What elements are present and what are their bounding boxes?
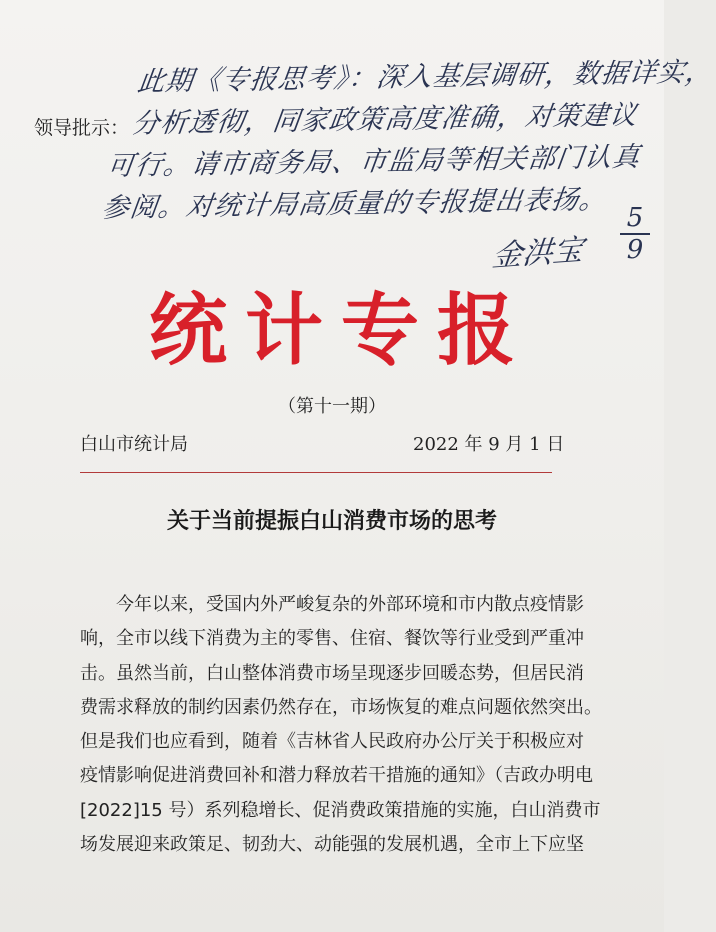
article-title: 关于当前提振白山消费市场的思考 — [166, 509, 497, 534]
body-line: 费需求释放的制约因素仍然存在，市场恢复的难点问题依然突出。 — [80, 696, 602, 718]
signature-date — [620, 205, 650, 263]
handwritten-instruction — [99, 53, 716, 230]
issue-date: 2022 年 9 月 1 日 — [413, 434, 565, 455]
body-line: 今年以来，受国内外严峻复杂的外部环境和市内散点疫情影 — [116, 594, 584, 615]
handwritten-line-4: 参阅。对统计局高质量的专报提出表扬。 — [100, 184, 610, 224]
issuing-organization: 白山市统计局 — [80, 434, 188, 455]
handwritten-line-3: 可行。请市商务局、市监局等相关部门认真 — [105, 141, 643, 182]
body-line: 疫情影响促进消费回补和潜力释放若干措施的通知》（吉政办明电 — [80, 765, 593, 787]
handwritten-line-2: 分析透彻，同家政策高度准确，对策建议 — [130, 99, 640, 140]
instruction-label: 领导批示： — [34, 117, 130, 139]
header-divider — [80, 472, 552, 473]
body-line: [2022]15 号）系列稳增长、促消费政策措施的实施，白山消费市 — [80, 799, 601, 821]
article-body — [80, 588, 602, 862]
body-line: 但是我们也应看到，随着《吉林省人民政府办公厅关于积极应对 — [80, 731, 584, 753]
signature-date-month: 5 — [626, 203, 644, 233]
masthead-title: 统计专报 — [148, 285, 533, 376]
body-line: 场发展迎来政策足、韧劲大、动能强的发展机遇，全市上下应坚 — [80, 834, 584, 856]
signature: 金洪宝 — [490, 232, 585, 275]
issue-number: （第十一期） — [278, 396, 386, 417]
body-line: 响，全市以线下消费为主的零售、住宿、餐饮等行业受到严重冲 — [80, 628, 584, 650]
handwritten-line-1: 此期《专报思考》：深入基层调研，数据详实， — [135, 56, 716, 98]
body-line: 击。虽然当前，白山整体消费市场呈现逐步回暖态势，但居民消 — [80, 662, 584, 684]
signature-date-day: 9 — [626, 235, 644, 265]
